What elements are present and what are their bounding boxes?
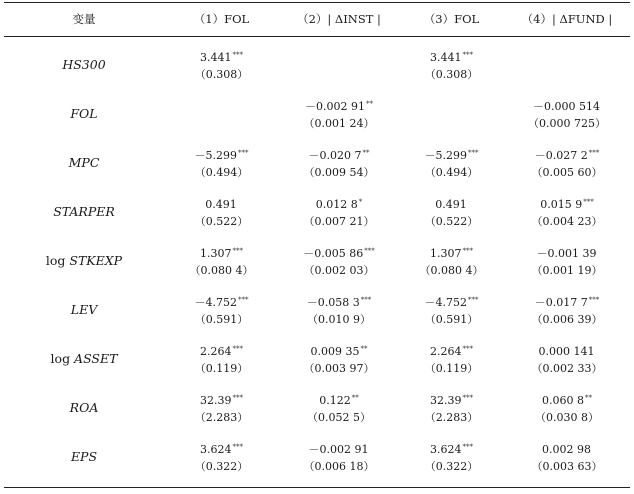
coefficient-value: －0.005 86	[303, 247, 364, 260]
standard-error: （2.283）	[194, 411, 249, 424]
table-cell	[399, 95, 504, 135]
coefficient	[504, 95, 630, 114]
table-cell	[399, 389, 504, 429]
coefficient	[504, 46, 630, 65]
significance-stars: ***	[360, 296, 372, 304]
table-cell	[504, 242, 630, 282]
table-cell	[279, 46, 399, 86]
coefficient	[164, 242, 279, 261]
significance-stars: ***	[232, 345, 243, 353]
table-cell	[164, 438, 279, 478]
variable-name: STARPER	[53, 204, 115, 219]
table-cell	[504, 46, 630, 86]
coefficient	[399, 144, 504, 163]
table-cell	[399, 340, 504, 380]
row-variable-label	[4, 236, 164, 285]
coefficient-value: －0.000 514	[533, 100, 600, 113]
standard-error: （0.494）	[194, 166, 249, 179]
row-variable-label	[4, 334, 164, 383]
row-variable-label	[4, 40, 164, 89]
table-cell	[504, 291, 630, 331]
standard-error: （0.322）	[194, 460, 249, 473]
table-cell	[164, 95, 279, 135]
significance-stars: **	[360, 345, 368, 353]
coefficient-value: －0.017 7	[534, 296, 588, 309]
coefficient-value: －0.058 3	[306, 296, 360, 309]
coefficient-value: 0.015 9	[540, 198, 583, 211]
table-cell	[399, 438, 504, 478]
table-cell	[279, 291, 399, 331]
significance-stars: ***	[462, 247, 473, 255]
header-col4: （4）| ΔFUND |	[521, 12, 613, 26]
significance-stars: ***	[462, 51, 473, 59]
standard-error: （0.308）	[424, 68, 479, 81]
header-row	[4, 3, 630, 36]
variable-name: EPS	[70, 449, 98, 464]
header-col3: （3）FOL	[423, 12, 480, 26]
significance-stars: ***	[462, 443, 473, 451]
coefficient	[504, 242, 630, 261]
coefficient	[164, 95, 279, 114]
standard-error: （0.080 4）	[189, 264, 254, 277]
standard-error	[164, 114, 279, 133]
coefficient	[164, 291, 279, 310]
coefficient	[399, 46, 504, 65]
coefficient-value: 3.441	[200, 51, 232, 64]
table-row	[4, 285, 630, 334]
coefficient	[399, 193, 504, 212]
coefficient-value: －5.299	[194, 149, 237, 162]
significance-stars: ***	[583, 198, 594, 206]
significance-stars: ***	[232, 443, 243, 451]
standard-error	[399, 114, 504, 133]
variable-name: LEV	[70, 302, 98, 317]
table-cell	[399, 144, 504, 184]
standard-error: （0.009 54）	[303, 166, 375, 179]
standard-error: （0.006 39）	[531, 313, 603, 326]
significance-stars: ***	[462, 345, 473, 353]
row-variable-label	[4, 187, 164, 236]
standard-error: （0.522）	[194, 215, 249, 228]
standard-error: （0.002 03）	[303, 264, 375, 277]
coefficient	[279, 46, 399, 65]
standard-error: （2.283）	[424, 411, 479, 424]
coefficient	[164, 340, 279, 359]
standard-error: （0.080 4）	[419, 264, 484, 277]
standard-error: （0.003 97）	[303, 362, 375, 375]
significance-stars: ***	[238, 296, 249, 304]
coefficient	[164, 438, 279, 457]
coefficient-value: －4.752	[194, 296, 237, 309]
variable-name: MPC	[68, 155, 100, 170]
coefficient-value: －4.752	[424, 296, 467, 309]
standard-error: （0.308）	[194, 68, 249, 81]
coefficient	[279, 144, 399, 163]
standard-error	[279, 65, 399, 84]
significance-stars: ***	[588, 296, 600, 304]
significance-stars: ***	[364, 247, 375, 255]
standard-error: （0.001 24）	[303, 117, 375, 130]
table-cell	[504, 389, 630, 429]
row-variable-label	[4, 89, 164, 138]
header-rule	[4, 36, 630, 37]
standard-error: （0.030 8）	[535, 411, 599, 424]
table-cell	[399, 193, 504, 233]
coefficient	[164, 193, 279, 212]
coefficient	[504, 291, 630, 310]
table-cell	[164, 144, 279, 184]
table-cell	[504, 193, 630, 233]
significance-stars: ***	[238, 149, 249, 157]
table-row	[4, 432, 630, 481]
coefficient	[279, 95, 399, 114]
variable-name: ASSET	[74, 351, 118, 366]
coefficient-value: －5.299	[424, 149, 467, 162]
coefficient	[164, 144, 279, 163]
standard-error: （0.119）	[194, 362, 249, 375]
table-cell	[504, 438, 630, 478]
coefficient	[399, 438, 504, 457]
table-row	[4, 334, 630, 383]
coefficient	[399, 389, 504, 408]
table-cell	[164, 340, 279, 380]
coefficient-value: 32.39	[430, 394, 462, 407]
coefficient	[279, 291, 399, 310]
table-cell	[279, 95, 399, 135]
row-variable-label	[4, 432, 164, 481]
row-variable-label	[4, 138, 164, 187]
coefficient-value: 0.000 141	[538, 345, 595, 358]
coefficient-value: －0.020 7	[308, 149, 362, 162]
standard-error: （0.000 725）	[528, 117, 606, 130]
standard-error: （0.004 23）	[531, 215, 603, 228]
row-variable-label	[4, 285, 164, 334]
coefficient-value: 3.624	[430, 443, 462, 456]
row-variable-label	[4, 383, 164, 432]
significance-stars: ***	[232, 51, 243, 59]
standard-error: （0.001 19）	[531, 264, 603, 277]
table-cell	[279, 193, 399, 233]
coefficient-value: －0.002 91	[308, 443, 369, 456]
coefficient	[279, 438, 399, 457]
coefficient-value: 1.307	[430, 247, 462, 260]
header-variable: 变量	[72, 12, 96, 26]
significance-stars: **	[365, 100, 373, 108]
coefficient-value: 2.264	[430, 345, 462, 358]
standard-error	[504, 65, 630, 84]
standard-error: （0.002 33）	[531, 362, 603, 375]
variable-prefix: log	[50, 351, 75, 366]
coefficient	[279, 193, 399, 212]
table-cell	[279, 242, 399, 282]
coefficient-value: 0.002 98	[542, 443, 591, 456]
significance-stars: **	[585, 394, 592, 402]
coefficient	[164, 46, 279, 65]
coefficient-value: －0.002 91	[305, 100, 365, 113]
coefficient	[504, 389, 630, 408]
coefficient-value: 0.491	[435, 198, 467, 211]
coefficient-value: 3.624	[200, 443, 232, 456]
standard-error: （0.591）	[194, 313, 249, 326]
standard-error: （0.052 5）	[307, 411, 371, 424]
table-row	[4, 187, 630, 236]
standard-error: （0.119）	[424, 362, 479, 375]
coefficient-value: 1.307	[200, 247, 232, 260]
coefficient	[399, 340, 504, 359]
variable-name: HS300	[62, 57, 106, 72]
variable-name: STKEXP	[69, 253, 123, 268]
header-col1: （1）FOL	[193, 12, 250, 26]
table-row	[4, 383, 630, 432]
table-cell	[279, 389, 399, 429]
table-cell	[279, 340, 399, 380]
standard-error: （0.522）	[424, 215, 479, 228]
table-cell	[504, 340, 630, 380]
coefficient-value: 0.012 8	[315, 198, 358, 211]
standard-error: （0.003 63）	[531, 460, 603, 473]
table-row	[4, 236, 630, 285]
coefficient	[504, 144, 630, 163]
standard-error: （0.007 21）	[303, 215, 375, 228]
table-row	[4, 40, 630, 89]
coefficient	[164, 389, 279, 408]
coefficient	[279, 389, 399, 408]
coefficient	[504, 340, 630, 359]
significance-stars: ***	[232, 247, 243, 255]
coefficient-value: －0.027 2	[534, 149, 588, 162]
coefficient-value: 0.060 8	[542, 394, 584, 407]
table-cell	[399, 242, 504, 282]
table-cell	[399, 46, 504, 86]
coefficient-value: 32.39	[200, 394, 232, 407]
table-cell	[504, 144, 630, 184]
coefficient-value: 0.491	[205, 198, 237, 211]
standard-error: （0.591）	[424, 313, 479, 326]
table-cell	[164, 389, 279, 429]
table-cell	[164, 291, 279, 331]
table-cell	[279, 438, 399, 478]
coefficient-value: 0.122	[319, 394, 351, 407]
significance-stars: ***	[588, 149, 600, 157]
table-row	[4, 138, 630, 187]
significance-stars: **	[362, 149, 370, 157]
standard-error: （0.005 60）	[531, 166, 603, 179]
coefficient	[279, 340, 399, 359]
standard-error: （0.494）	[424, 166, 479, 179]
table-cell	[279, 144, 399, 184]
significance-stars: ***	[468, 149, 479, 157]
significance-stars: **	[351, 394, 359, 402]
standard-error: （0.006 18）	[303, 460, 375, 473]
significance-stars: ***	[232, 394, 243, 402]
bottom-rule	[4, 487, 630, 488]
table-cell	[399, 291, 504, 331]
table-cell	[504, 95, 630, 135]
significance-stars: ***	[462, 394, 473, 402]
table-cell	[164, 46, 279, 86]
table-cell	[164, 193, 279, 233]
coefficient	[504, 193, 630, 212]
variable-name: FOL	[70, 106, 98, 121]
standard-error: （0.322）	[424, 460, 479, 473]
coefficient-value: －0.001 39	[536, 247, 597, 260]
variable-prefix: log	[45, 253, 70, 268]
significance-stars: *	[358, 198, 363, 206]
coefficient-value: 0.009 35	[310, 345, 360, 358]
coefficient	[279, 242, 399, 261]
coefficient-value: 3.441	[430, 51, 462, 64]
coefficient	[399, 291, 504, 310]
variable-name: ROA	[69, 400, 99, 415]
coefficient-value: 2.264	[200, 345, 232, 358]
significance-stars: ***	[468, 296, 479, 304]
table-cell	[164, 242, 279, 282]
table-row	[4, 89, 630, 138]
coefficient	[399, 242, 504, 261]
standard-error: （0.010 9）	[307, 313, 371, 326]
coefficient	[504, 438, 630, 457]
coefficient	[399, 95, 504, 114]
header-col2: （2）| ΔINST |	[297, 12, 381, 26]
